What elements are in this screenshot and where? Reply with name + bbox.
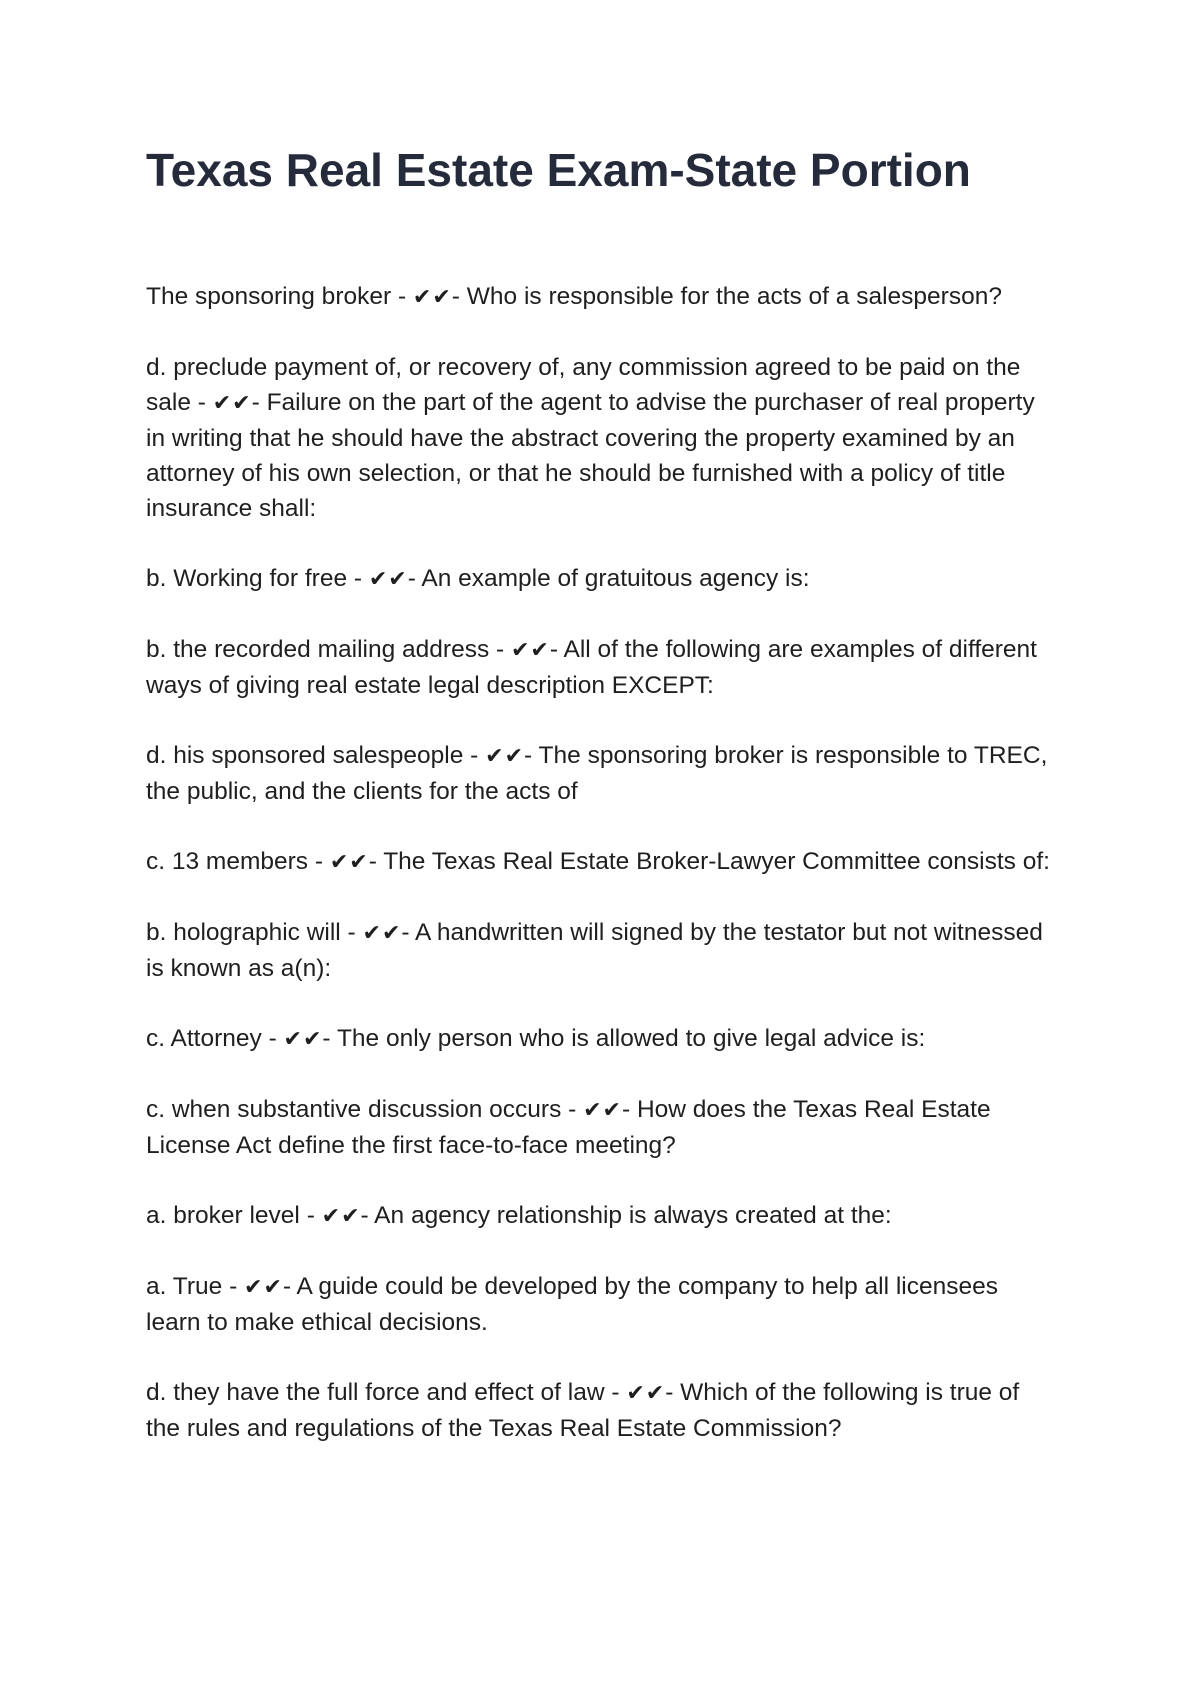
checkmark-icon: ✔✔ xyxy=(368,567,408,592)
checkmark-icon: ✔✔ xyxy=(212,391,252,416)
answer-text: a. True xyxy=(146,1273,223,1300)
separator: - xyxy=(190,389,213,416)
page-title: Texas Real Estate Exam-State Portion xyxy=(146,144,971,196)
separator: - xyxy=(489,636,511,663)
separator: - xyxy=(524,742,539,769)
question-text: Who is responsible for the acts of a salesperson? xyxy=(466,283,1002,310)
question-text: A guide could be developed by the company to help all licensees learn to make ethical decisions. xyxy=(146,1273,999,1336)
checkmark-icon: ✔✔ xyxy=(510,638,550,663)
question-text: All of the following are examples of different ways of giving real estate legal description EXCEPT: xyxy=(146,636,1037,699)
separator: - xyxy=(451,283,467,310)
checkmark-icon: ✔✔ xyxy=(362,921,402,946)
separator: - xyxy=(407,565,422,592)
answer-text: a. broker level xyxy=(146,1202,300,1229)
flashcard-entry xyxy=(146,915,1051,986)
question-text: The Texas Real Estate Broker-Lawyer Committee consists of: xyxy=(383,848,1050,875)
answer-text: b. Working for free xyxy=(146,565,348,592)
separator: - xyxy=(665,1379,681,1406)
checkmark-icon: ✔✔ xyxy=(412,285,452,310)
answer-text: d. they have the full force and effect of law xyxy=(146,1379,605,1406)
flashcard-entry xyxy=(146,1092,1051,1163)
checkmark-icon: ✔✔ xyxy=(583,1098,622,1123)
question-text: The sponsoring broker is responsible to TREC, the public, and the clients for the acts of xyxy=(146,742,1048,805)
separator: - xyxy=(347,565,369,592)
checkmark-icon: ✔✔ xyxy=(626,1381,666,1406)
question-text: Failure on the part of the agent to advise the purchaser of real property in writing that he should have the abstract covering the property examined by an attorney of his own selection, or that he should be furnished with a policy of title insurance shall: xyxy=(146,389,1035,522)
separator: - xyxy=(401,919,416,946)
separator: - xyxy=(261,1025,284,1052)
flashcard-entry xyxy=(146,279,1051,315)
separator: - xyxy=(463,742,486,769)
answer-text: b. the recorded mailing address xyxy=(146,636,490,663)
flashcard-list xyxy=(146,279,1051,1481)
question-text: The only person who is allowed to give legal advice is: xyxy=(336,1025,926,1052)
question-text: Which of the following is true of the rules and regulations of the Texas Real Estate Commission? xyxy=(146,1379,1020,1442)
flashcard-entry xyxy=(146,561,1051,597)
flashcard-entry xyxy=(146,1375,1051,1446)
separator: - xyxy=(391,283,413,310)
flashcard-entry xyxy=(146,632,1051,703)
separator: - xyxy=(222,1273,245,1300)
separator: - xyxy=(322,1025,337,1052)
answer-text: d. preclude payment of, or recovery of, any commission agreed to be paid on the sale xyxy=(146,354,1021,416)
separator: - xyxy=(282,1273,297,1300)
checkmark-icon: ✔✔ xyxy=(283,1027,323,1052)
flashcard-entry xyxy=(146,738,1051,809)
checkmark-icon: ✔✔ xyxy=(321,1204,361,1229)
flashcard-entry xyxy=(146,1269,1051,1340)
separator: - xyxy=(604,1379,627,1406)
separator: - xyxy=(622,1096,637,1123)
answer-text: c. 13 members xyxy=(146,848,309,875)
answer-text: b. holographic will xyxy=(146,919,341,946)
answer-text: The sponsoring broker xyxy=(146,283,392,310)
flashcard-entry xyxy=(146,1198,1051,1234)
separator: - xyxy=(308,848,330,875)
checkmark-icon: ✔✔ xyxy=(485,744,525,769)
separator: - xyxy=(368,848,384,875)
question-text: How does the Texas Real Estate License Act define the first face-to-face meeting? xyxy=(146,1096,991,1159)
answer-text: d. his sponsored salespeople xyxy=(146,742,464,769)
flashcard-entry xyxy=(146,1021,1051,1057)
question-text: An example of gratuitous agency is: xyxy=(421,565,810,592)
separator: - xyxy=(549,636,564,663)
question-text: An agency relationship is always created at the: xyxy=(374,1202,892,1229)
checkmark-icon: ✔✔ xyxy=(329,850,369,875)
flashcard-entry xyxy=(146,350,1051,526)
question-text: A handwritten will signed by the testator but not witnessed is known as a(n): xyxy=(146,919,1043,982)
answer-text: c. when substantive discussion occurs xyxy=(146,1096,562,1123)
separator: - xyxy=(299,1202,322,1229)
separator: - xyxy=(561,1096,584,1123)
separator: - xyxy=(251,389,267,416)
flashcard-entry xyxy=(146,844,1051,880)
checkmark-icon: ✔✔ xyxy=(244,1275,283,1300)
answer-text: c. Attorney xyxy=(146,1025,262,1052)
separator: - xyxy=(360,1202,375,1229)
separator: - xyxy=(340,919,363,946)
